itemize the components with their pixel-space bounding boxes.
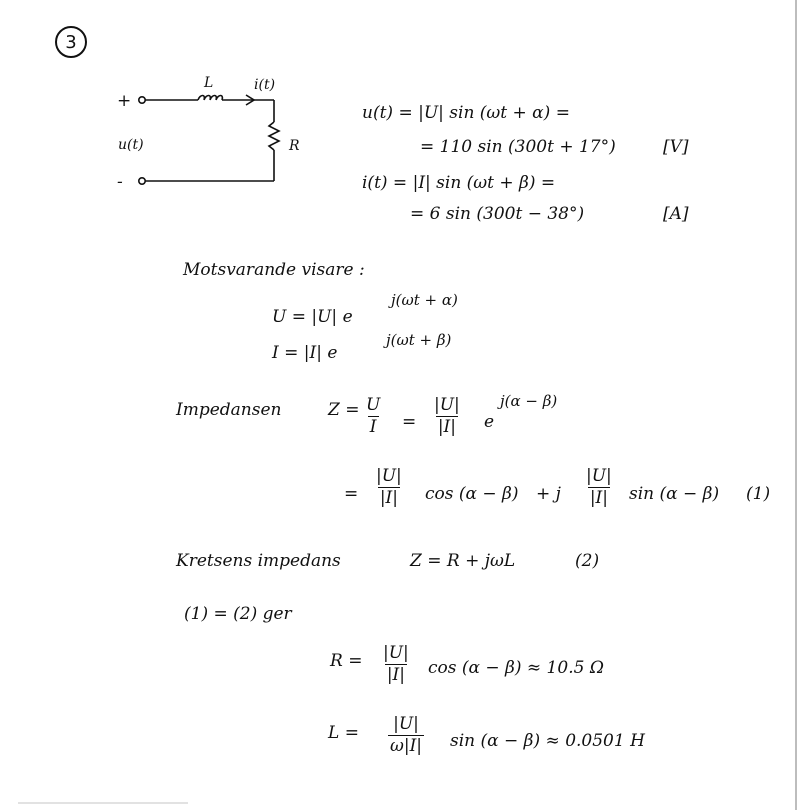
inductor-label: L — [204, 75, 214, 91]
resistance-result: cos (α − β) ≈ 10.5 Ω — [428, 658, 604, 678]
source-label: u(t) — [118, 137, 144, 153]
voltage-value: = 110 sin (300t + 17°) — [420, 137, 616, 157]
voltage-unit: [V] — [663, 137, 689, 157]
resistance-lhs: R = — [330, 651, 363, 671]
impedance-equals: = — [402, 412, 417, 432]
equation-tag-1: (1) — [746, 484, 771, 504]
circuit-impedance-expression: Z = R + jωL — [410, 551, 516, 571]
sin-term-denominator: |I| — [589, 488, 608, 508]
voltage-phasor: U = |U| e — [272, 307, 353, 327]
cos-term-numerator: |U| — [376, 466, 402, 486]
resistor-label: R — [289, 138, 300, 154]
inductance-fraction — [388, 716, 424, 755]
voltage-phasor-exponent: j(ωt + α) — [391, 291, 458, 309]
current-unit: [A] — [663, 204, 689, 224]
current-value: = 6 sin (300t − 38°) — [410, 204, 585, 224]
voltage-definition: u(t) = |U| sin (ωt + α) = — [362, 103, 570, 123]
inductance-result: sin (α − β) ≈ 0.0501 H — [450, 731, 645, 751]
current-definition: i(t) = |I| sin (ωt + β) = — [362, 173, 556, 193]
rectangular-equals: = — [344, 484, 359, 504]
magnitude-ratio-numerator: |U| — [434, 395, 460, 415]
plus-sign: + — [117, 91, 132, 111]
page-edge-right — [795, 0, 797, 810]
problem-number-badge — [55, 26, 87, 58]
cos-term-denominator: |I| — [379, 488, 398, 508]
phasor-ratio-denominator: I — [369, 417, 377, 437]
impedance-symbol: Z = — [328, 400, 360, 420]
resistance-denominator: |I| — [386, 665, 405, 685]
phasors-heading: Motsvarande visare : — [183, 260, 365, 280]
magnitude-ratio-fraction — [432, 397, 462, 436]
inductance-lhs: L = — [328, 723, 359, 743]
bottom-terminal-icon — [139, 178, 145, 184]
equating-statement: (1) = (2) ger — [184, 604, 292, 624]
inductance-denominator: ω|I| — [390, 736, 423, 756]
resistor-zigzag-icon — [269, 122, 279, 150]
circuit-impedance-heading: Kretsens impedans — [176, 551, 341, 571]
phasor-ratio-numerator: U — [366, 395, 381, 415]
cos-term-fraction — [374, 468, 404, 507]
problem-number: 3 — [65, 31, 77, 53]
exponential-exponent: j(α − β) — [500, 392, 558, 410]
inductor-coil-icon — [198, 96, 222, 101]
exponential-base: e — [484, 412, 495, 432]
impedance-heading: Impedansen — [176, 400, 282, 420]
magnitude-ratio-denominator: |I| — [437, 417, 456, 437]
sin-term: sin (α − β) — [629, 484, 720, 504]
current-phasor: I = |I| e — [272, 343, 338, 363]
cos-term: cos (α − β) — [425, 484, 519, 504]
resistance-fraction — [381, 645, 411, 684]
resistance-numerator: |U| — [383, 643, 409, 663]
equation-tag-2: (2) — [575, 551, 600, 571]
sin-term-numerator: |U| — [586, 466, 612, 486]
top-terminal-icon — [139, 97, 145, 103]
sin-term-fraction — [584, 468, 614, 507]
inductance-numerator: |U| — [393, 714, 419, 734]
page-edge-bottom — [18, 802, 188, 804]
imaginary-plus-j: + j — [536, 484, 561, 504]
phasor-ratio-fraction — [364, 397, 382, 436]
current-phasor-exponent: j(ωt + β) — [386, 331, 452, 349]
minus-sign: - — [117, 172, 123, 192]
current-label: i(t) — [254, 77, 276, 93]
